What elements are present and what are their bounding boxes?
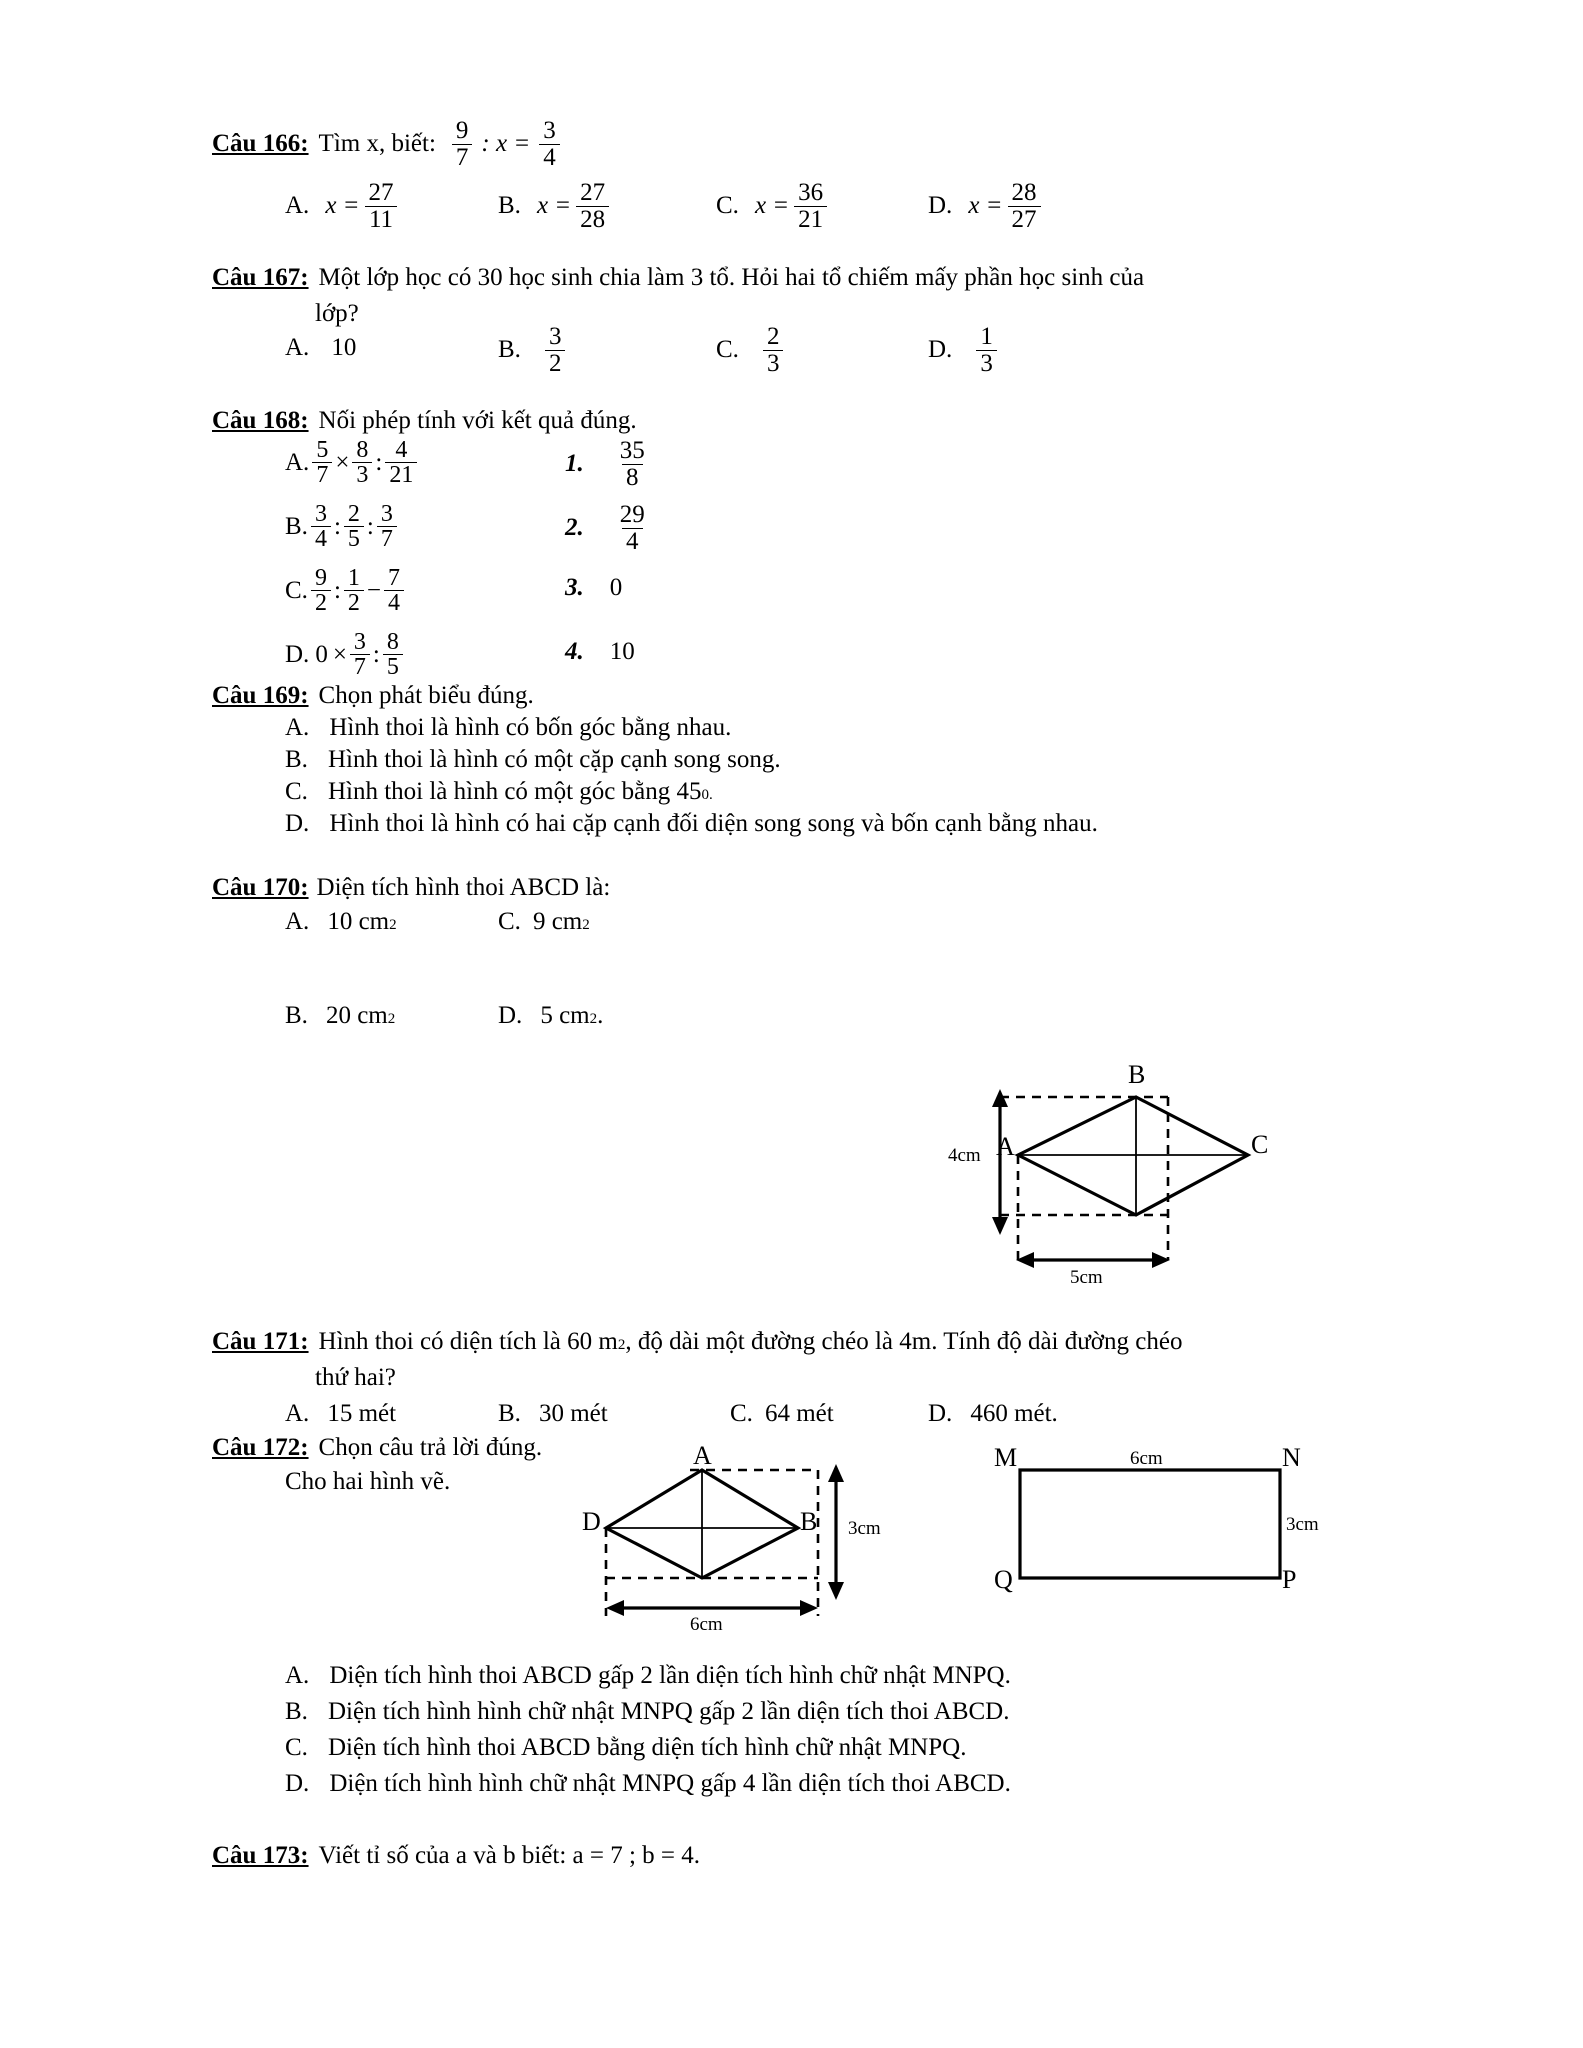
q170-option-a-letter: A. [285,908,310,935]
question-173-label: Câu 173: [212,1842,309,1869]
q166-option-b-fraction: $\frac{27}{28}$ [576,180,609,232]
q172-option-b-text: Diện tích hình hình chữ nhật MNPQ gấp 2 lần diện tích thoi ABCD. [327,1698,1010,1725]
q171-option-b[interactable] [498,1398,608,1430]
question-171-prompt-line2: thứ hai? [315,1364,396,1391]
q172-vertex-label-p: P [1282,1565,1297,1594]
q172-rhombus-width-arrow-head-right [800,1600,818,1616]
question-172-prompt: Chọn câu trả lời đúng. [318,1434,543,1461]
q169-option-c-letter: C. [285,778,308,805]
q170-option-b-letter: B. [285,1002,308,1029]
question-167-prompt-line1: Một lớp học có 30 học sinh chia làm 3 tổ. Hỏi hai tổ chiếm mấy phần học sinh của [318,264,1145,291]
question-171-prompt-before: Hình thoi có diện tích là 60 m [318,1328,618,1355]
q168-c-frac-3: $\frac{7}{4}$ [384,566,404,616]
q168-d-frac-2: $\frac{8}{5}$ [383,630,403,680]
question-172 [212,1432,542,1464]
q166-option-c-fraction: $\frac{36}{21}$ [794,180,827,232]
question-172-subprompt: Cho hai hình vẽ. [285,1468,451,1495]
question-171-prompt-after: , độ dài một đường chéo là 4m. Tính độ dài đường chéo [625,1328,1183,1355]
q170-height-arrow-head-bottom [992,1217,1008,1235]
q168-c-op-2: − [366,576,381,604]
q170-option-a-text: 10 cm [327,908,390,935]
q168-d-op-1: × [332,640,347,668]
q166-option-c-lead: x = [754,192,790,219]
q169-option-b-letter: B. [285,746,308,773]
q166-option-a-lead: x = [325,192,360,219]
question-169-label: Câu 169: [212,682,309,709]
q168-c-frac-1: $\frac{9}{2}$ [311,566,331,616]
q170-option-a[interactable] [285,906,397,938]
q169-option-c-superscript: 0. [701,787,713,803]
q166-option-d[interactable] [928,180,1046,232]
q168-right-item-2-fraction: $\frac{29}{4}$ [619,501,645,555]
q168-d-op-2: : [372,640,380,668]
q167-option-b[interactable] [498,324,570,376]
q172-option-d-letter: D. [285,1770,310,1797]
q172-rectangle-right-label: 3cm [1286,1514,1319,1535]
q170-option-d-text: 5 cm [540,1002,590,1029]
q170-option-b[interactable] [285,1000,395,1032]
q171-option-d-letter: D. [928,1400,953,1427]
q170-rhombus-figure [918,1055,1268,1300]
q169-option-d[interactable] [285,808,1098,840]
q172-option-c[interactable] [285,1732,966,1764]
q172-vertex-label-d: D [582,1507,601,1536]
q172-rectangle-figure [990,1443,1320,1638]
q170-option-c-text: 9 cm [532,908,583,935]
q167-option-d-fraction: $\frac{1}{3}$ [976,324,997,376]
q168-right-item-4-number: 4. [565,638,584,665]
question-167-prompt-line2: lớp? [315,300,359,327]
q166-option-a-fraction: $\frac{27}{11}$ [365,180,398,232]
q167-option-d[interactable] [928,324,1002,376]
q170-option-b-text: 20 cm [325,1002,388,1029]
q168-left-item-c[interactable] [285,566,407,616]
q168-left-item-a[interactable] [285,438,420,488]
q166-option-b-letter: B. [498,192,521,219]
q168-b-frac-1: $\frac{3}{4}$ [311,502,331,552]
question-170 [212,872,610,904]
q166-option-d-fraction: $\frac{28}{27}$ [1008,180,1041,232]
q172-option-b[interactable] [285,1696,1009,1728]
q170-vertex-label-c: C [1251,1130,1269,1159]
q170-rhombus-outline [1018,1097,1248,1215]
q168-left-item-c-letter: C. [285,576,308,604]
q170-option-a-superscript: 2 [389,917,397,933]
q168-a-op-1: × [335,448,350,476]
question-166-prompt: Tìm x, biết: [318,130,436,157]
q168-right-item-3[interactable] [565,572,622,604]
q168-right-item-2-number: 2. [565,514,584,541]
q168-right-item-1-fraction: $\frac{35}{8}$ [619,437,645,491]
question-171-superscript: 2 [617,1337,626,1353]
q168-a-frac-1: $\frac{5}{7}$ [312,438,332,488]
q171-option-a[interactable] [285,1398,396,1430]
q169-option-b-text: Hình thoi là hình có một cặp cạnh song song. [327,746,781,773]
q172-vertex-label-b: B [800,1507,818,1536]
question-172-label: Câu 172: [212,1434,309,1461]
q170-vertex-label-b: B [1128,1060,1146,1089]
q169-option-a-text: Hình thoi là hình có bốn góc bằng nhau. [329,714,732,741]
question-171-label: Câu 171: [212,1328,309,1355]
q166-option-b[interactable] [498,180,614,232]
question-166-label: Câu 166: [212,130,309,157]
question-169-prompt: Chọn phát biểu đúng. [318,682,534,709]
q172-rhombus-width-label: 6cm [690,1614,723,1635]
q168-c-op-1: : [333,576,341,604]
q171-option-c-letter: C. [730,1400,753,1427]
q168-d-zero: 0 [315,640,328,668]
question-166 [212,118,565,170]
q167-option-a[interactable] [285,332,356,364]
q167-option-b-fraction: $\frac{3}{2}$ [545,324,566,376]
q168-right-item-1-number: 1. [565,450,584,477]
q168-c-frac-2: $\frac{1}{2}$ [344,566,364,616]
q170-option-d-trail: . [597,1002,604,1029]
question-168-label: Câu 168: [212,407,309,434]
q172-vertex-label-q: Q [994,1565,1013,1594]
q168-left-item-d-letter: D. [285,640,310,668]
q169-option-a[interactable] [285,712,731,744]
q168-b-op-2: : [366,512,374,540]
q172-vertex-label-n: N [1282,1443,1301,1472]
q170-vertex-label-a: A [996,1132,1015,1161]
q170-option-c-superscript: 2 [582,917,590,933]
q168-d-frac-1: $\frac{3}{7}$ [350,630,370,680]
q168-left-item-a-letter: A. [285,448,310,476]
q172-vertex-label-a: A [693,1441,712,1470]
q171-option-c[interactable] [730,1398,834,1430]
q168-left-item-b[interactable] [285,502,400,552]
q170-option-c-letter: C. [498,908,521,935]
q166-stem-fraction-1: $\frac{9}{7}$ [452,118,473,170]
question-170-label: Câu 170: [212,874,309,901]
q166-stem-fraction-2: $\frac{3}{4}$ [539,118,560,170]
q167-option-c-letter: C. [716,336,739,363]
q166-option-b-lead: x = [536,192,572,219]
q172-vertex-label-m: M [994,1443,1018,1472]
q166-stem-middle: : x = [481,130,531,157]
question-168 [212,405,637,437]
question-173-prompt: Viết tỉ số của a và b biết: a = 7 ; b = 4. [318,1842,701,1869]
q172-option-a[interactable] [285,1660,1011,1692]
q172-rectangle-outline [1020,1470,1280,1578]
question-168-prompt: Nối phép tính với kết quả đúng. [318,407,637,434]
q172-option-a-letter: A. [285,1662,310,1689]
q166-option-c[interactable] [716,180,832,232]
q170-option-d-letter: D. [498,1002,523,1029]
q168-right-item-3-number: 3. [565,574,584,601]
q167-option-c-fraction: $\frac{2}{3}$ [763,324,784,376]
q168-b-op-1: : [333,512,341,540]
q168-right-item-4[interactable] [565,636,635,668]
q168-right-item-1[interactable] [565,438,654,490]
q166-option-a[interactable] [285,180,403,232]
q168-right-item-3-value: 0 [609,574,623,601]
q172-option-d[interactable] [285,1768,1011,1800]
q167-option-d-letter: D. [928,336,953,363]
q172-option-c-text: Diện tích hình thoi ABCD bằng diện tích hình chữ nhật MNPQ. [327,1734,967,1761]
q167-option-a-letter: A. [285,334,310,361]
q169-option-d-letter: D. [285,810,310,837]
q171-option-a-letter: A. [285,1400,310,1427]
q171-option-c-text: 64 mét [764,1400,834,1427]
q169-option-b[interactable] [285,744,781,776]
q169-option-c[interactable] [285,776,713,808]
q169-option-a-letter: A. [285,714,310,741]
q171-option-d[interactable] [928,1398,1058,1430]
q168-a-frac-3: $\frac{4}{21}$ [385,438,417,488]
q168-b-frac-3: $\frac{3}{7}$ [377,502,397,552]
q166-option-d-lead: x = [968,192,1003,219]
q168-left-item-d[interactable] [285,630,406,680]
question-167 [212,262,1144,330]
q170-option-b-superscript: 2 [387,1011,396,1027]
q172-rhombus-width-arrow-head-left [606,1600,624,1616]
q168-a-op-2: : [375,448,383,476]
q168-b-frac-2: $\frac{2}{5}$ [344,502,364,552]
q170-width-label: 5cm [1070,1267,1103,1288]
q170-width-arrow-head-right [1152,1252,1170,1268]
q172-option-a-text: Diện tích hình thoi ABCD gấp 2 lần diện tích hình chữ nhật MNPQ. [329,1662,1011,1689]
q166-option-a-letter: A. [285,192,310,219]
q172-rhombus-height-arrow-head-top [828,1464,844,1482]
q170-height-label: 4cm [948,1145,981,1166]
question-170-prompt: Diện tích hình thoi ABCD là: [316,874,611,901]
question-173 [212,1840,700,1872]
q168-a-frac-2: $\frac{8}{3}$ [352,438,372,488]
q170-option-c[interactable] [498,906,590,938]
q171-option-a-text: 15 mét [327,1400,397,1427]
q166-option-d-letter: D. [928,192,953,219]
q170-option-d[interactable] [498,1000,603,1032]
q171-option-b-letter: B. [498,1400,521,1427]
q171-option-d-text: 460 mét. [970,1400,1058,1427]
q172-rhombus-height-arrow-head-bottom [828,1582,844,1600]
q171-option-b-text: 30 mét [538,1400,608,1427]
q167-option-a-value: 10 [331,334,357,361]
q172-rectangle-top-label: 6cm [1130,1448,1163,1469]
question-167-label: Câu 167: [212,264,309,291]
q167-option-b-letter: B. [498,336,521,363]
q169-option-c-text: Hình thoi là hình có một góc bằng 45 [327,778,702,805]
q168-left-item-b-letter: B. [285,512,308,540]
q172-option-b-letter: B. [285,1698,308,1725]
question-169 [212,680,534,712]
q168-right-item-4-value: 10 [609,638,635,665]
question-171 [212,1326,1182,1394]
q167-option-c[interactable] [716,324,788,376]
q172-option-d-text: Diện tích hình hình chữ nhật MNPQ gấp 4 lần diện tích thoi ABCD. [329,1770,1011,1797]
q168-right-item-2[interactable] [565,502,654,554]
q169-option-d-text: Hình thoi là hình có hai cặp cạnh đối diện song song và bốn cạnh bằng nhau. [329,810,1098,837]
q172-rhombus-figure [550,1441,910,1638]
q166-option-c-letter: C. [716,192,739,219]
q172-rhombus-height-label: 3cm [848,1518,881,1539]
q172-option-c-letter: C. [285,1734,308,1761]
q170-option-d-superscript: 2 [589,1011,598,1027]
